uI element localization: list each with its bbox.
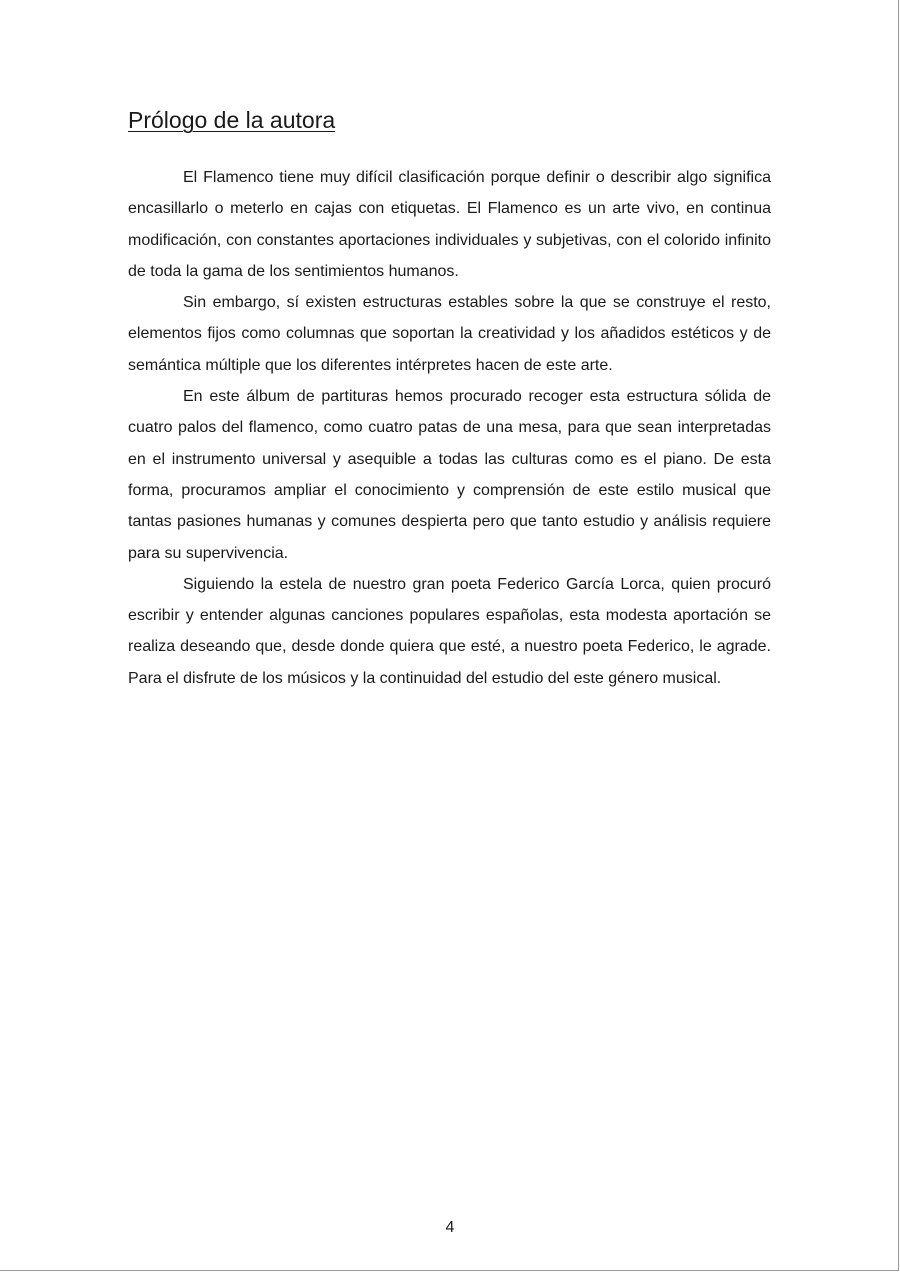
page-title: Prólogo de la autora [128, 107, 336, 133]
paragraph-3: En este álbum de partituras hemos procurado recoger esta estructura sólida de cuatro palos del flamenco, como cuatro patas de una mesa, para que sean interpretadas en el instrumento universal y asequible a todas las culturas como es el piano. De esta forma, procuramos ampliar el conocimiento y comprensión de este estilo musical que tantas pasiones humanas y comunes despierta pero que tanto estudio y análisis requiere para su supervivencia. [128, 388, 771, 562]
paragraph-4: Siguiendo la estela de nuestro gran poeta Federico García Lorca, quien procuró escribir y entender algunas canciones populares españolas, esta modesta aportación se realiza deseando que, desde donde quiera que esté, a nuestro poeta Federico, le agrade. Para el disfrute de los músicos y la continuidad del estudio del este género musical. [128, 575, 771, 687]
paragraph-2: Sin embargo, sí existen estructuras estables sobre la que se construye el resto, elementos fijos como columnas que soportan la creatividad y los añadidos estéticos y de semántica múltiple que los diferentes intérpretes hacen de este arte. [128, 294, 771, 374]
page-number: 4 [445, 1219, 455, 1236]
body-text [128, 162, 771, 694]
paragraph-1: El Flamenco tiene muy difícil clasificación porque definir o describir algo significa encasillarlo o meterlo en cajas con etiquetas. El Flamenco es un arte vivo, en continua modificación, con constantes aportaciones individuales y subjetivas, con el colorido infinito de toda la gama de los sentimientos humanos. [128, 169, 771, 280]
